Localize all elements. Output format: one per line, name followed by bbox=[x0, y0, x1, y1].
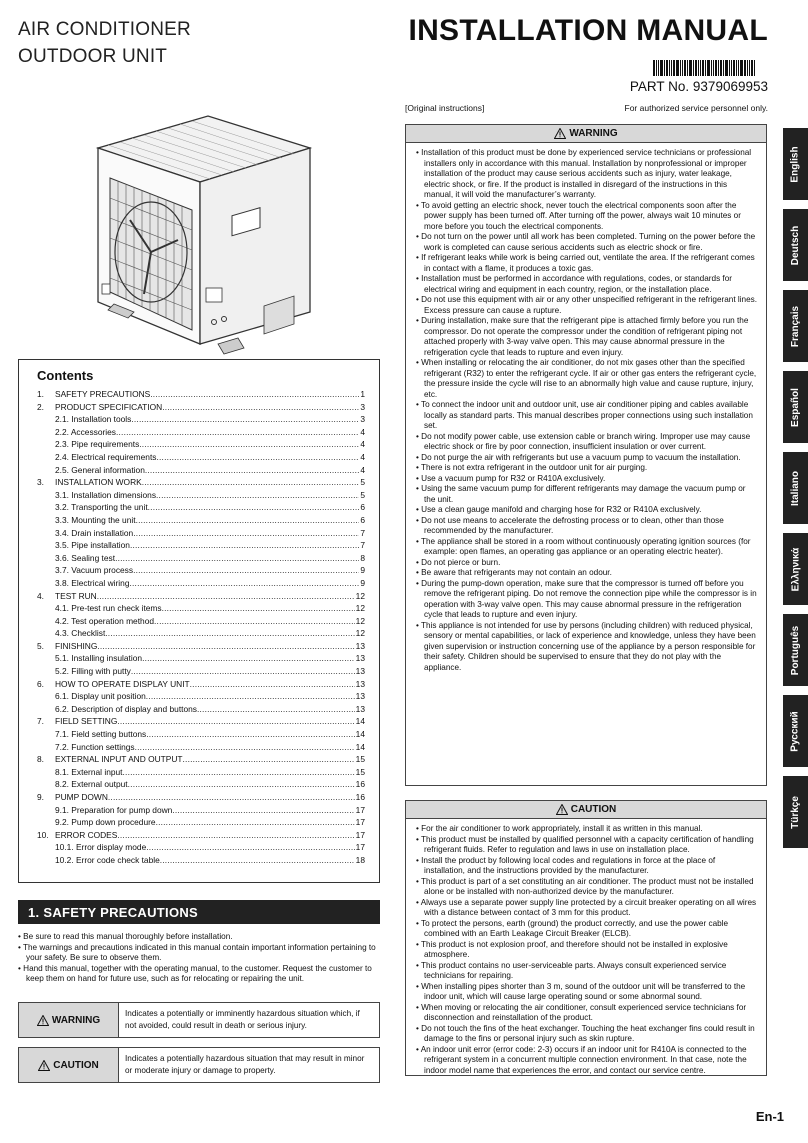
toc-entry-page: 16 bbox=[355, 779, 365, 790]
warning-item: • Do not use means to accelerate the defrosting process or to clean, other than those recommended by the manufacturer. bbox=[416, 516, 758, 537]
warning-legend-description: Indicates a potentially or imminently hazardous situation which, if not avoided, could result in death or serious injury. bbox=[125, 1009, 360, 1030]
toc-subentry[interactable] bbox=[37, 527, 365, 540]
authorized-service-note: For authorized service personnel only. bbox=[624, 103, 768, 113]
toc-entry[interactable] bbox=[37, 640, 365, 653]
warning-legend bbox=[18, 1002, 380, 1038]
toc-entry-page: 4 bbox=[360, 426, 365, 437]
toc-entry-label: 9.2. Pump down procedure bbox=[55, 817, 156, 828]
language-tab[interactable] bbox=[783, 776, 808, 848]
toc-entry-label: EXTERNAL INPUT AND OUTPUT bbox=[55, 754, 183, 765]
toc-entry-page: 18 bbox=[355, 854, 365, 865]
toc-subentry[interactable] bbox=[37, 451, 365, 464]
toc-entry-page: 15 bbox=[355, 766, 365, 777]
toc-entry-label: 7.2. Function settings bbox=[55, 741, 135, 752]
toc-leader-dots bbox=[162, 401, 359, 414]
toc-leader-dots bbox=[156, 489, 359, 502]
toc-entry-label: SAFETY PRECAUTIONS bbox=[55, 389, 151, 399]
toc-leader-dots bbox=[105, 627, 354, 640]
toc-entry-page: 9 bbox=[360, 565, 365, 576]
warning-legend-tag bbox=[19, 1003, 119, 1037]
toc-entry-label: 2.4. Electrical requirements bbox=[55, 451, 157, 462]
caution-triangle-icon bbox=[556, 804, 568, 815]
toc-entry-number: 6. bbox=[37, 678, 44, 689]
toc-leader-dots bbox=[117, 829, 354, 842]
warning-triangle-icon bbox=[554, 128, 566, 139]
toc-entry-label: 10.2. Error code check table bbox=[55, 854, 160, 865]
toc-entry-label: 4.2. Test operation method bbox=[55, 615, 155, 626]
toc-leader-dots bbox=[130, 539, 359, 552]
language-tab[interactable] bbox=[783, 614, 808, 686]
caution-legend-description: Indicates a potentially hazardous situation that may result in minor or moderate injury or damage to property. bbox=[125, 1054, 365, 1075]
toc-entry-label: PRODUCT SPECIFICATION bbox=[55, 401, 163, 412]
caution-item: • Install the product by following local codes and regulations in force at the place of installation, and the instructions provided by the manufacturer. bbox=[416, 856, 758, 877]
toc-entry[interactable] bbox=[37, 791, 365, 804]
toc-list bbox=[37, 388, 365, 867]
toc-leader-dots bbox=[190, 678, 355, 691]
manual-title: INSTALLATION MANUAL bbox=[408, 14, 768, 47]
toc-entry-label: 4.1. Pre-test run check items bbox=[55, 603, 162, 614]
toc-entry-label: 6.2. Description of display and buttons bbox=[55, 703, 197, 714]
product-title-line1: AIR CONDITIONER bbox=[18, 19, 191, 40]
language-tab-label: Ελληνικά bbox=[790, 547, 802, 591]
toc-subentry[interactable] bbox=[37, 804, 365, 817]
toc-entry-page: 8 bbox=[360, 552, 365, 563]
toc-entry-label: 2.3. Pipe requirements bbox=[55, 439, 140, 450]
toc-entry-page: 14 bbox=[355, 716, 365, 727]
toc-entry-label: FINISHING bbox=[55, 640, 98, 651]
toc-entry-label: 3.8. Electrical wiring bbox=[55, 577, 130, 588]
toc-leader-dots bbox=[133, 527, 359, 540]
language-tabs bbox=[783, 128, 808, 857]
toc-subentry[interactable] bbox=[37, 816, 365, 829]
toc-leader-dots bbox=[108, 791, 355, 804]
toc-entry-number: 9. bbox=[37, 792, 44, 802]
warning-item: • During the pump-down operation, make sure that the compressor is turned off before you remove the refrigerant piping. Do not remove the connection pipe while the compressor is in operation with 3-way valve open. This may cause abnormal pressure in the refrigeration cycle that leads to rupture and even injury. bbox=[416, 579, 758, 621]
toc-entry[interactable] bbox=[37, 401, 365, 414]
toc-subentry[interactable] bbox=[37, 564, 365, 577]
warning-item: • Do not use this equipment with air or any other unspecified refrigerant in the refrigerant lines. Excess pressure can cause a rupture. bbox=[416, 295, 758, 316]
toc-leader-dots bbox=[136, 514, 360, 527]
caution-box-header bbox=[406, 801, 766, 819]
caution-item: • This product is not explosion proof, and therefore should not be installed in explosive atmosphere. bbox=[416, 940, 758, 961]
toc-entry-page: 17 bbox=[355, 804, 365, 815]
toc-entry-label: 3.7. Vacuum process bbox=[55, 565, 134, 576]
toc-entry-page: 4 bbox=[360, 439, 365, 450]
toc-leader-dots bbox=[148, 501, 360, 514]
warning-item: • To connect the indoor unit and outdoor unit, use air conditioner piping and cables available locally as standard parts. This manual describes proper connections using such installation set. bbox=[416, 400, 758, 432]
toc-entry-label: 3.5. Pipe installation bbox=[55, 540, 130, 551]
toc-leader-dots bbox=[197, 703, 355, 716]
toc-leader-dots bbox=[117, 715, 354, 728]
toc-subentry[interactable] bbox=[37, 690, 365, 703]
warning-item: • Installation of this product must be done by experienced service technicians or professional installers only in accordance with this manual. Installation by nonprofessional or improper installation of the product may cause serious accidents such as injury, water leakage, electric shock, or fire. If the product is installed in disregard of the instructions in this manual, it will void the manufacturer’s warranty. bbox=[416, 148, 758, 201]
part-number: PART No. 9379069953 bbox=[629, 79, 768, 94]
toc-entry[interactable] bbox=[37, 590, 365, 603]
warning-box-header bbox=[406, 125, 766, 143]
safety-precautions-heading: 1. SAFETY PRECAUTIONS bbox=[18, 900, 380, 924]
toc-entry-label: 2.1. Installation tools bbox=[55, 414, 132, 425]
toc-entry-page: 7 bbox=[360, 540, 365, 551]
toc-entry-page: 3 bbox=[360, 401, 365, 412]
toc-leader-dots bbox=[116, 426, 359, 439]
toc-leader-dots bbox=[133, 564, 359, 577]
toc-leader-dots bbox=[146, 841, 354, 854]
language-tab-label: Español bbox=[790, 387, 801, 427]
toc-entry-page: 3 bbox=[360, 414, 365, 425]
toc-entry-label: 7.1. Field setting buttons bbox=[55, 729, 147, 740]
toc-entry-label: 5.1. Installing insulation bbox=[55, 653, 143, 664]
toc-entry-label: 6.1. Display unit position bbox=[55, 691, 146, 702]
language-tab[interactable] bbox=[783, 290, 808, 362]
warning-item: • Do not turn on the power until all work has been completed. Turning on the power before the work is completed can cause serious accidents such as electric shock or fire. bbox=[416, 232, 758, 253]
caution-box bbox=[405, 800, 767, 1076]
warning-item: • Do not modify power cable, use extension cable or branch wiring. Improper use may cause electric shock or fire by poor connection, insufficient insulation or over current. bbox=[416, 432, 758, 453]
language-tab-label: Русский bbox=[790, 710, 801, 752]
toc-entry-page: 13 bbox=[355, 703, 365, 714]
caution-item: • Do not touch the fins of the heat exchanger. Touching the heat exchanger fins could result in damage to the fins or personal injury such as skin rupture. bbox=[416, 1024, 758, 1045]
toc-entry-page: 12 bbox=[355, 603, 365, 614]
language-tab[interactable] bbox=[783, 533, 808, 605]
toc-leader-dots bbox=[142, 476, 360, 489]
outdoor-unit-illustration bbox=[88, 108, 320, 358]
language-tab-label: Français bbox=[790, 305, 802, 347]
toc-entry-label: 3.6. Sealing test bbox=[55, 552, 116, 563]
original-instructions-note: [Original instructions] bbox=[405, 103, 485, 113]
toc-subentry[interactable] bbox=[37, 464, 365, 477]
toc-entry[interactable] bbox=[37, 388, 365, 401]
toc-leader-dots bbox=[131, 413, 359, 426]
toc-entry-label: 2.5. General information bbox=[55, 464, 145, 475]
toc-entry-page: 6 bbox=[360, 502, 365, 513]
toc-entry-page: 1 bbox=[360, 389, 365, 399]
toc-entry-label: INSTALLATION WORK bbox=[55, 477, 142, 488]
caution-list bbox=[406, 819, 766, 1076]
warning-item: • To avoid getting an electric shock, never touch the electrical components soon after the power supply has been turned off. After turning off the power, always wait 10 minutes or more before you touch the electrical components. bbox=[416, 201, 758, 233]
caution-item: • This product contains no user-serviceable parts. Always consult experienced service technicians for repairing. bbox=[416, 961, 758, 982]
toc-subentry[interactable] bbox=[37, 602, 365, 615]
toc-subentry[interactable] bbox=[37, 778, 365, 791]
warning-item: • Do not pierce or burn. bbox=[416, 558, 758, 569]
toc-entry-number: 5. bbox=[37, 640, 44, 651]
page-number: En-1 bbox=[755, 1109, 784, 1124]
warning-item: • Use a vacuum pump for R32 or R410A exclusively. bbox=[416, 474, 758, 485]
caution-item: • When moving or relocating the air conditioner, consult experienced service technicians for disconnection and reinstallation of the product. bbox=[416, 1003, 758, 1024]
language-tab[interactable] bbox=[783, 371, 808, 443]
toc-entry-number: 4. bbox=[37, 590, 44, 601]
toc-entry-label: 8.1. External input bbox=[55, 766, 123, 777]
toc-subentry[interactable] bbox=[37, 539, 365, 552]
toc-entry-number: 8. bbox=[37, 754, 44, 765]
toc-entry-label: 9.1. Preparation for pump down bbox=[55, 804, 173, 815]
language-tab[interactable] bbox=[783, 695, 808, 767]
toc-entry-page: 17 bbox=[355, 842, 365, 853]
toc-entry-label: 8.2. External output bbox=[55, 779, 128, 790]
toc-entry-label: ERROR CODES bbox=[55, 829, 118, 840]
toc-subentry[interactable] bbox=[37, 766, 365, 779]
toc-subentry[interactable] bbox=[37, 552, 365, 565]
toc-entry-page: 7 bbox=[360, 527, 365, 538]
caution-item: • This product must be installed by qualified personnel with a capacity certification of handling refrigerant fluids. Refer to regulation and laws in use on installation place. bbox=[416, 835, 758, 856]
toc-subentry[interactable] bbox=[37, 652, 365, 665]
toc-subentry[interactable] bbox=[37, 438, 365, 451]
toc-entry-page: 12 bbox=[355, 628, 365, 639]
warning-item: • Installation must be performed in accordance with regulations, codes, or standards for electrical wiring and equipment in each country, region, or the installation place. bbox=[416, 274, 758, 295]
toc-entry-label: 3.3. Mounting the unit bbox=[55, 514, 136, 525]
toc-subentry[interactable] bbox=[37, 489, 365, 502]
toc-leader-dots bbox=[145, 464, 359, 477]
toc-leader-dots bbox=[156, 816, 355, 829]
toc-entry-page: 14 bbox=[355, 729, 365, 740]
caution-triangle-icon bbox=[38, 1060, 50, 1071]
toc-subentry[interactable] bbox=[37, 577, 365, 590]
toc-leader-dots bbox=[146, 728, 354, 741]
caution-box-title: CAUTION bbox=[570, 804, 617, 815]
toc-entry[interactable] bbox=[37, 753, 365, 766]
toc-entry-page: 13 bbox=[355, 666, 365, 677]
toc-entry-page: 13 bbox=[355, 691, 365, 702]
caution-legend-label: CAUTION bbox=[53, 1059, 99, 1071]
toc-entry[interactable] bbox=[37, 829, 365, 842]
product-title-line2: OUTDOOR UNIT bbox=[18, 46, 168, 67]
toc-subentry[interactable] bbox=[37, 426, 365, 439]
toc-leader-dots bbox=[183, 753, 355, 766]
caution-item: • This product is part of a set constituting an air conditioner. The product must not be installed alone or be installed with non-authorized device by the manufacturer. bbox=[416, 877, 758, 898]
toc-leader-dots bbox=[97, 590, 355, 603]
toc-entry-page: 12 bbox=[355, 615, 365, 626]
toc-subentry[interactable] bbox=[37, 665, 365, 678]
toc-subentry[interactable] bbox=[37, 841, 365, 854]
warning-item: • There is not extra refrigerant in the outdoor unit for air purging. bbox=[416, 463, 758, 474]
warning-item: • Use a clean gauge manifold and charging hose for R32 or R410A exclusively. bbox=[416, 505, 758, 516]
toc-subentry[interactable] bbox=[37, 615, 365, 628]
toc-entry-label: HOW TO OPERATE DISPLAY UNIT bbox=[55, 678, 190, 689]
barcode bbox=[653, 60, 769, 76]
toc-entry-page: 13 bbox=[355, 653, 365, 664]
toc-entry-page: 4 bbox=[360, 464, 365, 475]
caution-item: • To protect the persons, earth (ground) the product correctly, and use the power cable combined with an Earth Leakage Circuit Breaker (ELCB). bbox=[416, 919, 758, 940]
warning-item: • Do not purge the air with refrigerants but use a vacuum pump to vacuum the installation. bbox=[416, 453, 758, 464]
toc-entry-page: 5 bbox=[360, 489, 365, 500]
toc-entry-page: 5 bbox=[360, 477, 365, 488]
toc-entry-page: 15 bbox=[355, 754, 365, 765]
warning-box-title: WARNING bbox=[569, 128, 618, 139]
table-of-contents bbox=[18, 359, 380, 883]
caution-legend bbox=[18, 1047, 380, 1083]
warning-triangle-icon bbox=[37, 1015, 49, 1026]
toc-entry[interactable] bbox=[37, 715, 365, 728]
toc-leader-dots bbox=[142, 652, 355, 665]
toc-entry-number: 10. bbox=[37, 829, 49, 840]
toc-leader-dots bbox=[131, 665, 355, 678]
toc-leader-dots bbox=[135, 741, 355, 754]
toc-leader-dots bbox=[162, 602, 355, 615]
toc-entry-label: 2.2. Accessories bbox=[55, 426, 116, 437]
toc-entry-page: 6 bbox=[360, 514, 365, 525]
warning-list bbox=[406, 143, 766, 673]
toc-entry[interactable] bbox=[37, 678, 365, 691]
toc-leader-dots bbox=[129, 577, 359, 590]
toc-entry-label: 10.1. Error display mode bbox=[55, 842, 147, 853]
toc-entry-label: FIELD SETTING bbox=[55, 716, 118, 727]
toc-entry-label: 3.4. Drain installation bbox=[55, 527, 134, 538]
toc-entry-page: 13 bbox=[355, 678, 365, 689]
toc-entry-page: 17 bbox=[355, 817, 365, 828]
warning-item: • During installation, make sure that the refrigerant pipe is attached firmly before you run the compressor. Do not operate the compressor under the condition of refrigerant piping not attached properly with 3-way valve open. This may cause abnormal pressure in the refrigeration cycle that leads to rupture and even injury. bbox=[416, 316, 758, 358]
toc-subentry[interactable] bbox=[37, 627, 365, 640]
toc-subentry[interactable] bbox=[37, 741, 365, 754]
toc-entry-label: PUMP DOWN bbox=[55, 792, 108, 802]
caution-item: • For the air conditioner to work appropriately, install it as written in this manual. bbox=[416, 824, 758, 835]
toc-leader-dots bbox=[154, 615, 355, 628]
safety-intro-item: • The warnings and precautions indicated in this manual contain important information pertaining to your safety. Be sure to observe them. bbox=[18, 943, 380, 964]
toc-entry-label: TEST RUN bbox=[55, 590, 97, 601]
toc-entry-page: 12 bbox=[355, 590, 365, 601]
warning-legend-label: WARNING bbox=[51, 1014, 101, 1026]
caution-legend-tag bbox=[19, 1048, 119, 1082]
toc-leader-dots bbox=[139, 438, 359, 451]
language-tab-label: English bbox=[790, 145, 801, 183]
toc-subentry[interactable] bbox=[37, 501, 365, 514]
caution-item: • An indoor unit error (error code: 2-3) occurs if an indoor unit for R410A is connected to the refrigerant system in a concurrent multiple connection environment. In that case, note the indoor model name that experiences the error, and contact our service centre. bbox=[416, 1045, 758, 1077]
warning-item: • Using the same vacuum pump for different refrigerants may damage the vacuum pump or the unit. bbox=[416, 484, 758, 505]
toc-subentry[interactable] bbox=[37, 413, 365, 426]
warning-item: • When installing or relocating the air conditioner, do not mix gases other than the specified refrigerant (R32) to enter the refrigerant cycle. If air or other gas enters the refrigerant cycle, the pressure inside the cycle will rise to an abnormally high value and cause rupture, injury, etc. bbox=[416, 358, 758, 400]
warning-item: • The appliance shall be stored in a room without continuously operating ignition sources (for example: open flames, an operating gas appliance or an operating electric heater). bbox=[416, 537, 758, 558]
toc-subentry[interactable] bbox=[37, 514, 365, 527]
toc-entry-page: 9 bbox=[360, 577, 365, 588]
caution-item: • When installing pipes shorter than 3 m, sound of the outdoor unit will be transferred to the indoor unit, which will cause large operating sound or some abnormal sound. bbox=[416, 982, 758, 1003]
language-tab-label: Türkçe bbox=[790, 795, 802, 829]
toc-entry-label: 5.2. Filling with putty bbox=[55, 666, 131, 677]
toc-subentry[interactable] bbox=[37, 703, 365, 716]
toc-leader-dots bbox=[150, 388, 359, 401]
toc-entry-number: 7. bbox=[37, 716, 44, 727]
warning-box bbox=[405, 124, 767, 786]
language-tab[interactable] bbox=[783, 209, 808, 281]
toc-entry-label: 4.3. Checklist bbox=[55, 628, 106, 639]
toc-subentry[interactable] bbox=[37, 728, 365, 741]
contents-title: Contents bbox=[37, 368, 94, 383]
safety-intro-list bbox=[18, 932, 380, 985]
toc-entry[interactable] bbox=[37, 476, 365, 489]
toc-entry-page: 16 bbox=[355, 792, 365, 802]
toc-leader-dots bbox=[160, 854, 355, 867]
warning-item: • Be aware that refrigerants may not contain an odour. bbox=[416, 568, 758, 579]
toc-leader-dots bbox=[172, 804, 354, 817]
language-tab-label: Italiano bbox=[790, 470, 802, 506]
product-title bbox=[18, 16, 191, 70]
safety-intro-item: • Be sure to read this manual thoroughly before installation. bbox=[18, 932, 380, 943]
toc-entry-label: 3.1. Installation dimensions bbox=[55, 489, 157, 500]
toc-entry-label: 3.2. Transporting the unit bbox=[55, 502, 148, 513]
warning-item: • If refrigerant leaks while work is being carried out, ventilate the area. If the refrigerant comes in contact with a flame, it produces a toxic gas. bbox=[416, 253, 758, 274]
toc-entry-page: 14 bbox=[355, 741, 365, 752]
toc-entry-page: 4 bbox=[360, 451, 365, 462]
caution-item: • Always use a separate power supply line protected by a circuit breaker operating on all wires with a distance between contact of 3 mm for this product. bbox=[416, 898, 758, 919]
toc-leader-dots bbox=[156, 451, 359, 464]
toc-subentry[interactable] bbox=[37, 854, 365, 867]
toc-leader-dots bbox=[123, 766, 355, 779]
toc-leader-dots bbox=[128, 778, 355, 791]
safety-intro-item: • Hand this manual, together with the operating manual, to the customer. Request the customer to keep them on hand for future use, such as for relocating or repairing the unit. bbox=[18, 964, 380, 985]
language-tab[interactable] bbox=[783, 128, 808, 200]
toc-entry-number: 2. bbox=[37, 401, 44, 412]
toc-entry-page: 17 bbox=[355, 829, 365, 840]
toc-entry-number: 3. bbox=[37, 477, 44, 488]
warning-item: • This appliance is not intended for use by persons (including children) with reduced physical, sensory or mental capabilities, or lack of experience and knowledge, unless they have been given supervision or instruction concerning use of the appliance by a person responsible for their safety. Children should be supervised to ensure that they do not play with the appliance. bbox=[416, 621, 758, 674]
language-tab-label: Deutsch bbox=[790, 225, 802, 265]
toc-entry-number: 1. bbox=[37, 389, 44, 399]
language-tab-label: Português bbox=[790, 625, 802, 675]
toc-leader-dots bbox=[115, 552, 359, 565]
toc-leader-dots bbox=[146, 690, 355, 703]
toc-entry-page: 13 bbox=[355, 640, 365, 651]
language-tab[interactable] bbox=[783, 452, 808, 524]
toc-leader-dots bbox=[97, 640, 354, 653]
